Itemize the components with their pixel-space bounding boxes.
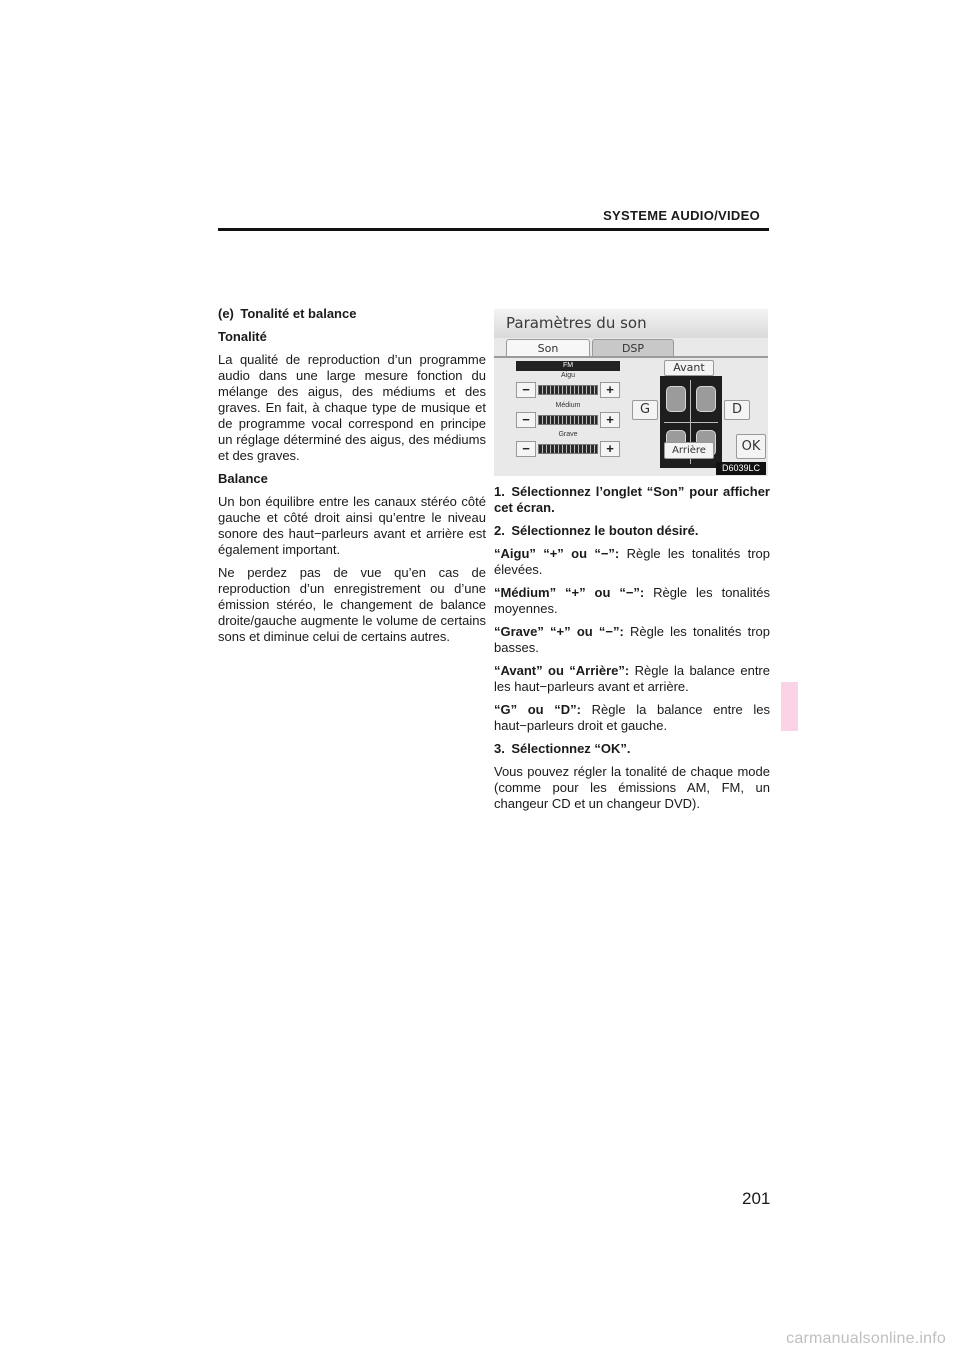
- gd-description: [494, 702, 770, 734]
- arriere-button[interactable]: Arrière: [664, 442, 714, 459]
- avant-text: Règle la balance entre les haut−parleurs avant et arrière.: [494, 663, 770, 694]
- figure-code-label: D6039LC: [716, 462, 766, 475]
- medium-level-gauge: [538, 415, 598, 425]
- section-heading: (e) Tonalité et balance: [218, 306, 357, 321]
- medium-description: [494, 585, 770, 617]
- aigu-description: [494, 546, 770, 578]
- aigu-text: Règle les tonalités trop élevées.: [494, 546, 770, 577]
- mode-note: Vous pouvez régler la tonalité de chaque mode (comme pour les émissions AM, FM, un changeur CD et un changeur DVD).: [494, 764, 770, 811]
- grave-text: Règle les tonalités trop basses.: [494, 624, 770, 655]
- medium-text: Règle les tonalités moyennes.: [494, 585, 770, 616]
- d-button[interactable]: D: [724, 400, 750, 420]
- tab-son[interactable]: Son: [506, 339, 590, 357]
- aigu-minus-button[interactable]: −: [516, 382, 536, 398]
- aigu-term: “Aigu” “+” ou “−”:: [494, 546, 620, 561]
- tonalite-paragraph: La qualité de reproduction d’un programme audio dans une large mesure fonction du mélange des aigus, des médiums et des graves. En fait, à chaque type de musique et de programme vocal correspond en principe un réglage déterminé des aigus, des médiums et des graves.: [218, 352, 486, 463]
- grave-term: “Grave” “+” ou “−”:: [494, 624, 624, 639]
- medium-minus-button[interactable]: −: [516, 412, 536, 428]
- medium-label: Médium: [555, 402, 581, 409]
- aigu-control: [516, 382, 620, 398]
- aigu-label: Aigu: [560, 372, 575, 379]
- grave-description: [494, 624, 770, 656]
- tab-dsp[interactable]: DSP: [592, 339, 674, 357]
- running-header: SYSTEME AUDIO/VIDEO: [603, 208, 760, 223]
- section-tab-marker: [781, 682, 798, 731]
- header-rule: [218, 228, 769, 231]
- balance-heading: Balance: [218, 471, 268, 486]
- step-3: 3. Sélectionnez “OK”.: [494, 741, 631, 756]
- right-column: [494, 484, 770, 819]
- aigu-plus-button[interactable]: +: [600, 382, 620, 398]
- seat-front-left-icon: [666, 386, 686, 412]
- source-indicator: FM: [516, 361, 620, 371]
- balance-paragraph: Un bon équilibre entre les canaux stéréo côté gauche et côté droit ainsi qu’entre le niveau sonore des haut−parleurs avant et arrière est également important.: [218, 494, 486, 557]
- grave-control: [516, 441, 620, 457]
- aigu-level-gauge: [538, 385, 598, 395]
- balance-horizontal-axis: [664, 422, 718, 423]
- tonalite-heading: Tonalité: [218, 329, 267, 344]
- grave-minus-button[interactable]: −: [516, 441, 536, 457]
- step-2: 2. Sélectionnez le bouton désiré.: [494, 523, 699, 538]
- screen-title: Paramètres du son: [494, 309, 768, 338]
- grave-plus-button[interactable]: +: [600, 441, 620, 457]
- grave-level-gauge: [538, 444, 598, 454]
- avant-description: [494, 663, 770, 695]
- tab-divider: [494, 356, 768, 358]
- g-button[interactable]: G: [632, 400, 658, 420]
- grave-label: Grave: [558, 431, 578, 438]
- ok-button[interactable]: OK: [736, 434, 766, 459]
- medium-term: “Médium” “+” ou “−”:: [494, 585, 645, 600]
- site-watermark[interactable]: carmanualsonline.info: [786, 1330, 946, 1347]
- medium-plus-button[interactable]: +: [600, 412, 620, 428]
- avant-button[interactable]: Avant: [664, 360, 714, 376]
- left-column: [218, 306, 486, 652]
- gd-term: “G” ou “D”:: [494, 702, 581, 717]
- seat-front-right-icon: [696, 386, 716, 412]
- gd-text: Règle la balance entre les haut−parleurs droit et gauche.: [494, 702, 771, 733]
- page-number: 201: [742, 1189, 771, 1208]
- avant-term: “Avant” ou “Arrière”:: [494, 663, 630, 678]
- step-1: 1. Sélectionnez l’onglet “Son” pour afficher cet écran.: [494, 484, 770, 515]
- balance-paragraph-2: Ne perdez pas de vue qu’en cas de reproduction d’un enregistrement ou d’une émission stéréo, le changement de balance droite/gauche augmente le volume de certains sons et diminue celui de certains autres.: [218, 565, 486, 644]
- medium-control: [516, 412, 620, 428]
- sound-settings-screen: [494, 309, 768, 476]
